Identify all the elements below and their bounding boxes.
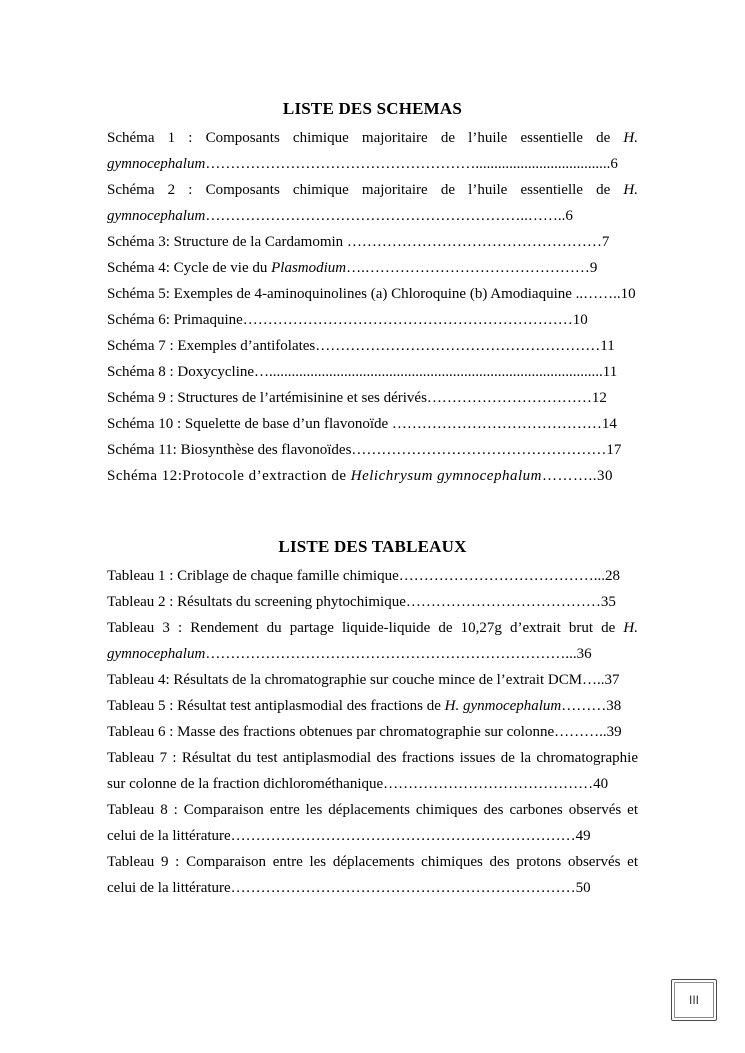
schemas-heading: LISTE DES SCHEMAS bbox=[282, 99, 463, 118]
toc-entry bbox=[107, 255, 638, 281]
toc-entry bbox=[107, 229, 638, 255]
toc-entry-line bbox=[107, 307, 638, 333]
text-segment: Tableau 5 : Résultat test antiplasmodial des fractions de bbox=[107, 698, 445, 714]
toc-entry bbox=[107, 359, 638, 385]
text-segment: gymnocephalum bbox=[107, 156, 206, 172]
text-segment: Schéma 12:Protocole d’extraction de bbox=[107, 468, 351, 484]
text-segment: Schéma 7 : Exemples d’antifolates…………………………………………………11 bbox=[107, 338, 615, 354]
toc-entry bbox=[107, 463, 638, 489]
text-segment: Helichrysum gymnocephalum bbox=[350, 468, 542, 484]
text-segment: H. bbox=[623, 130, 638, 146]
text-segment: ………………………………………………………..……..6 bbox=[205, 208, 573, 224]
toc-entry bbox=[107, 307, 638, 333]
section-schemas bbox=[107, 97, 638, 489]
toc-entry-line bbox=[107, 125, 638, 151]
toc-entry-line bbox=[107, 177, 638, 203]
toc-entry-line bbox=[107, 385, 638, 411]
toc-entry-line bbox=[107, 333, 638, 359]
text-segment: celui de la littérature……………………………………………………………50 bbox=[107, 880, 591, 896]
toc-entry bbox=[107, 411, 638, 437]
text-segment: Tableau 9 : Comparaison entre les déplacements chimiques des protons observés et bbox=[107, 854, 638, 870]
page-number: III bbox=[688, 993, 699, 1007]
text-segment: celui de la littérature……………………………………………………………49 bbox=[107, 828, 591, 844]
toc-entry bbox=[107, 797, 638, 849]
text-segment: Schéma 2 : Composants chimique majoritaire de l’huile essentielle de bbox=[107, 182, 624, 198]
toc-entry-line bbox=[107, 411, 638, 437]
toc-entry bbox=[107, 125, 638, 177]
toc-entry bbox=[107, 333, 638, 359]
text-segment: Tableau 4: Résultats de la chromatographie sur couche mince de l’extrait DCM…..37 bbox=[107, 672, 620, 688]
toc-entry-line bbox=[107, 615, 638, 641]
toc-entry-line bbox=[107, 229, 638, 255]
toc-entry bbox=[107, 281, 638, 307]
toc-entry-line bbox=[107, 151, 638, 177]
text-segment: H. bbox=[623, 182, 638, 198]
toc-entry bbox=[107, 563, 638, 589]
toc-entry bbox=[107, 437, 638, 463]
text-segment: ………38 bbox=[561, 698, 622, 714]
text-segment: H. bbox=[623, 620, 638, 636]
toc-entry-line bbox=[107, 641, 638, 667]
toc-entry-line bbox=[107, 667, 638, 693]
text-segment: Tableau 2 : Résultats du screening phytochimique…………………………………35 bbox=[107, 594, 616, 610]
toc-entry-line bbox=[107, 875, 638, 901]
text-segment: Schéma 11: Biosynthèse des flavonoïdes……………………………………………17 bbox=[107, 442, 622, 458]
toc-entry bbox=[107, 385, 638, 411]
text-segment: Schéma 4: Cycle de vie du bbox=[107, 260, 272, 276]
toc-entry-line bbox=[107, 693, 638, 719]
text-segment: sur colonne de la fraction dichlorométhanique……………………………………40 bbox=[107, 776, 609, 792]
toc-entry-line bbox=[107, 745, 638, 771]
toc-entry-line bbox=[107, 463, 638, 489]
text-segment: H. gynmocephalum bbox=[444, 698, 562, 714]
toc-entry-line bbox=[107, 823, 638, 849]
text-segment: Tableau 1 : Criblage de chaque famille chimique…………………………………...28 bbox=[107, 568, 621, 584]
toc-entry bbox=[107, 719, 638, 745]
toc-entry-line bbox=[107, 797, 638, 823]
text-segment: gymnocephalum bbox=[107, 646, 206, 662]
toc-entry bbox=[107, 615, 638, 667]
text-segment: Schéma 5: Exemples de 4-aminoquinolines (a) Chloroquine (b) Amodiaquine ..……..10 bbox=[107, 286, 636, 302]
text-segment: ………..30 bbox=[541, 468, 613, 484]
toc-entry-line bbox=[107, 359, 638, 385]
text-segment: Schéma 8 : Doxycycline….........................................................................................11 bbox=[107, 364, 618, 380]
tableaux-heading: LISTE DES TABLEAUX bbox=[278, 537, 467, 556]
toc-entry-line bbox=[107, 203, 638, 229]
toc-entry bbox=[107, 745, 638, 797]
page-number-box bbox=[671, 979, 717, 1021]
toc-entry bbox=[107, 693, 638, 719]
tableaux-list bbox=[107, 563, 638, 901]
toc-entry bbox=[107, 589, 638, 615]
toc-entry bbox=[107, 177, 638, 229]
text-segment: Schéma 10 : Squelette de base d’un flavonoïde ……………………………………14 bbox=[107, 416, 617, 432]
text-segment: Schéma 9 : Structures de l’artémisinine et ses dérivés……………………………12 bbox=[107, 390, 607, 406]
toc-entry-line bbox=[107, 771, 638, 797]
toc-entry-line bbox=[107, 437, 638, 463]
text-segment: gymnocephalum bbox=[107, 208, 206, 224]
text-segment: ………………………………………………....................................6 bbox=[205, 156, 618, 172]
section-tableaux bbox=[107, 535, 638, 901]
toc-entry-line bbox=[107, 589, 638, 615]
toc-entry-line bbox=[107, 849, 638, 875]
text-segment: Tableau 8 : Comparaison entre les déplacements chimiques des carbones observés et bbox=[107, 802, 638, 818]
text-segment: Schéma 1 : Composants chimique majoritaire de l’huile essentielle de bbox=[107, 130, 624, 146]
text-segment: Tableau 6 : Masse des fractions obtenues par chromatographie sur colonne………..39 bbox=[107, 724, 622, 740]
text-segment: Plasmodium bbox=[271, 260, 347, 276]
schemas-list bbox=[107, 125, 638, 489]
text-segment: Tableau 7 : Résultat du test antiplasmodial des fractions issues de la chromatographie bbox=[107, 750, 638, 766]
text-segment: ….………………………………………9 bbox=[346, 260, 598, 276]
text-segment: Tableau 3 : Rendement du partage liquide-liquide de 10,27g d’extrait brut de bbox=[107, 620, 624, 636]
toc-entry-line bbox=[107, 255, 638, 281]
text-segment: Schéma 6: Primaquine…………………………………………………………10 bbox=[107, 312, 588, 328]
text-segment: Schéma 3: Structure de la Cardamomin ……………………………………………7 bbox=[107, 234, 610, 250]
toc-entry bbox=[107, 849, 638, 901]
toc-entry-line bbox=[107, 281, 638, 307]
text-segment: ………………………………………………………………...36 bbox=[205, 646, 592, 662]
toc-entry bbox=[107, 667, 638, 693]
toc-entry-line bbox=[107, 563, 638, 589]
toc-entry-line bbox=[107, 719, 638, 745]
